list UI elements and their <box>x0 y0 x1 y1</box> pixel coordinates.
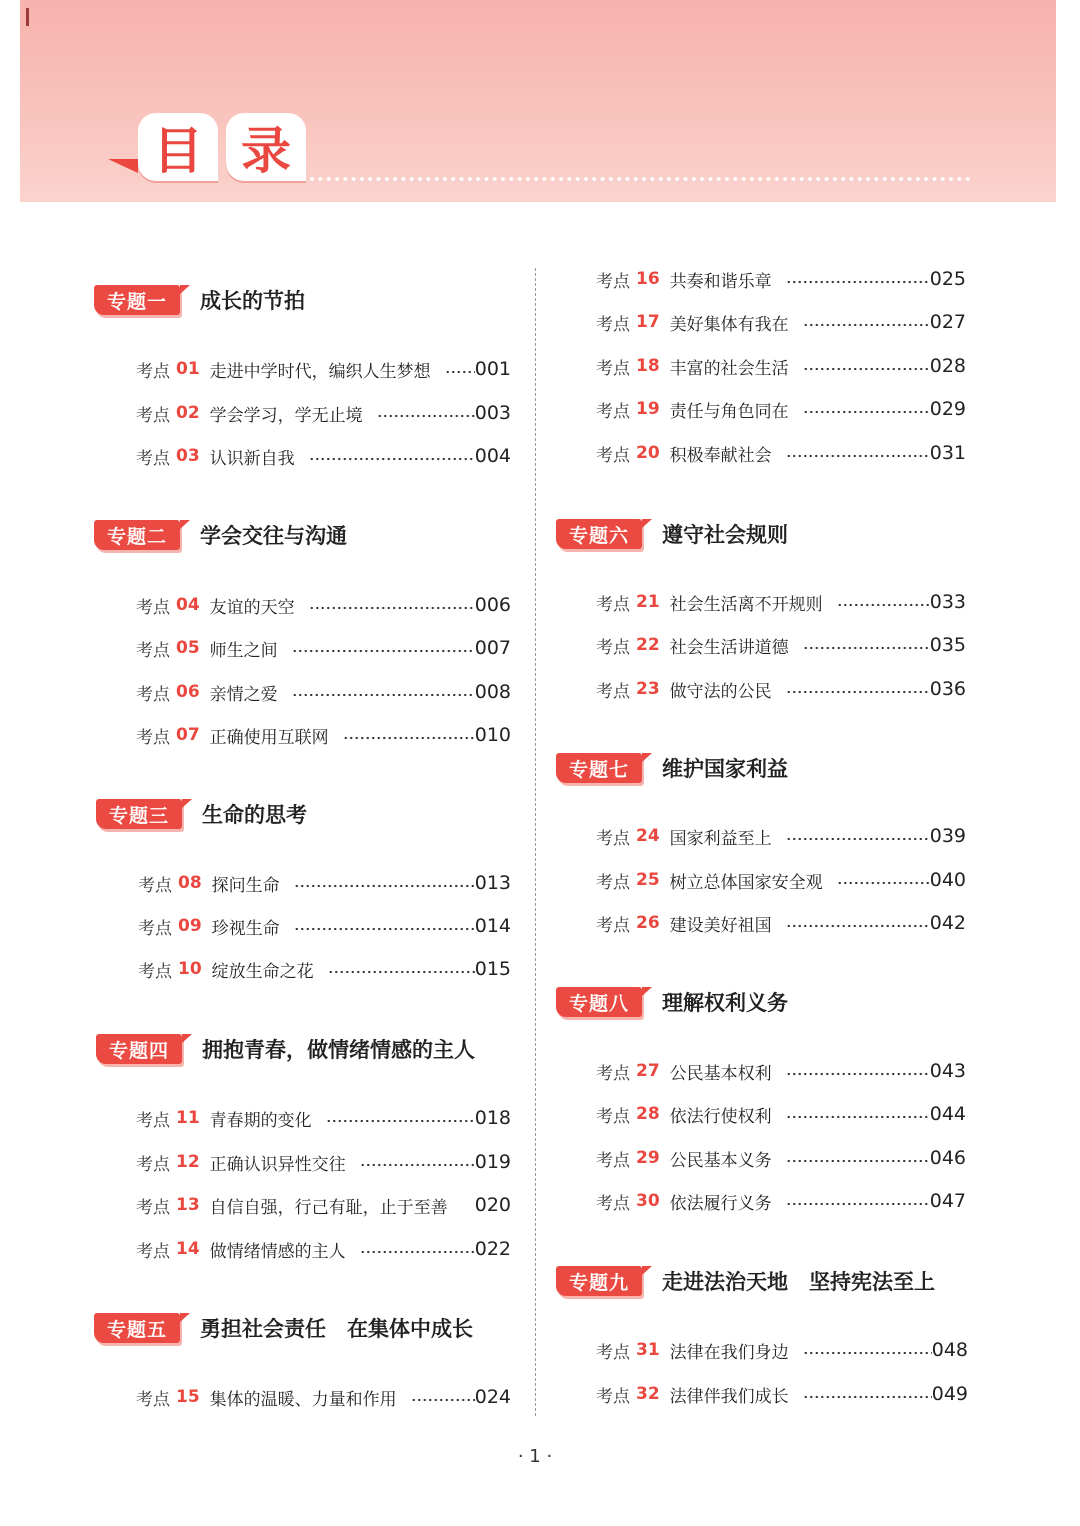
badge-tab <box>182 1034 192 1043</box>
entry-page: 006 <box>474 594 511 616</box>
entry-label: 考点 <box>596 1342 630 1363</box>
leader-dots <box>837 603 930 607</box>
entry-page: 035 <box>929 634 966 656</box>
entry-title: 学会学习，学无止境 <box>209 405 363 426</box>
topic-badge: 专题六 <box>556 519 642 549</box>
corner-mark <box>26 8 29 26</box>
topic-title: 走进法治天地 坚持宪法至上 <box>662 1270 935 1294</box>
badge-tab <box>642 1266 652 1275</box>
entry-page: 024 <box>474 1386 511 1408</box>
entry-page: 027 <box>929 311 966 333</box>
entry-number: 10 <box>178 959 202 979</box>
leader-dots <box>786 1115 930 1119</box>
toc-entry-11[interactable] <box>136 1105 511 1131</box>
toc-entry-03[interactable] <box>136 443 511 469</box>
entry-label: 考点 <box>596 872 630 893</box>
entry-page: 036 <box>929 678 966 700</box>
entry-label: 考点 <box>596 915 630 936</box>
badge-tab <box>180 1313 190 1322</box>
entry-title: 依法履行义务 <box>669 1193 772 1214</box>
topic-title: 拥抱青春，做情绪情感的主人 <box>202 1038 475 1062</box>
leader-dots <box>786 1202 930 1206</box>
leader-dots <box>803 367 930 371</box>
toc-entry-13[interactable] <box>136 1192 511 1218</box>
entry-label: 考点 <box>596 1193 630 1214</box>
topic-title: 维护国家利益 <box>662 757 788 781</box>
topic-badge: 专题一 <box>94 285 180 315</box>
entry-page: 049 <box>931 1383 968 1405</box>
entry-number: 18 <box>636 356 660 376</box>
entry-label: 考点 <box>596 314 630 335</box>
badge-tab <box>642 519 652 528</box>
entry-page: 007 <box>474 637 511 659</box>
entry-label: 考点 <box>596 1106 630 1127</box>
toc-entry-21[interactable] <box>596 589 966 615</box>
entry-page: 048 <box>931 1339 968 1361</box>
leader-dots <box>360 1163 475 1167</box>
title-ribbon-tail <box>108 159 138 173</box>
entry-title: 正确使用互联网 <box>209 727 329 748</box>
toc-entry-19[interactable] <box>596 396 966 422</box>
topic-title: 学会交往与沟通 <box>200 524 347 548</box>
entry-page: 018 <box>474 1107 511 1129</box>
leader-dots <box>411 1398 475 1402</box>
entry-title: 珍视生命 <box>211 918 280 939</box>
leader-dots <box>837 881 930 885</box>
entry-title: 依法行使权利 <box>669 1106 772 1127</box>
leader-dots <box>360 1250 475 1254</box>
topic-badge: 专题八 <box>556 987 642 1017</box>
entry-page: 028 <box>929 355 966 377</box>
leader-dots <box>294 884 475 888</box>
entry-label: 考点 <box>138 875 172 896</box>
entry-label: 考点 <box>136 361 170 382</box>
toc-entry-29[interactable] <box>596 1145 966 1171</box>
leader-dots <box>803 1395 932 1399</box>
entry-label: 考点 <box>596 637 630 658</box>
entry-label: 考点 <box>596 1386 630 1407</box>
topic-badge: 专题二 <box>94 520 180 550</box>
leader-dots <box>445 370 475 374</box>
leader-dots <box>326 1119 475 1123</box>
entry-label: 考点 <box>136 727 170 748</box>
toc-entry-14[interactable] <box>136 1236 511 1262</box>
badge-tab <box>642 753 652 762</box>
entry-label: 考点 <box>596 1063 630 1084</box>
toc-entry-28[interactable] <box>596 1101 966 1127</box>
toc-entry-12[interactable] <box>136 1149 511 1175</box>
topic-badge: 专题三 <box>96 799 182 829</box>
entry-number: 08 <box>178 873 202 893</box>
entry-number: 16 <box>636 269 660 289</box>
entry-label: 考点 <box>136 1389 170 1410</box>
entry-page: 040 <box>929 869 966 891</box>
page-number: · 1 · <box>517 1446 553 1467</box>
entry-number: 22 <box>636 635 660 655</box>
leader-dots <box>786 837 930 841</box>
entry-title: 建设美好祖国 <box>669 915 772 936</box>
entry-label: 考点 <box>138 961 172 982</box>
column-divider <box>535 268 536 1416</box>
entry-label: 考点 <box>136 597 170 618</box>
entry-page: 013 <box>474 872 511 894</box>
leader-dots <box>803 1351 932 1355</box>
entry-number: 23 <box>636 679 660 699</box>
entry-label: 考点 <box>596 445 630 466</box>
leader-dots <box>786 924 930 928</box>
entry-number: 11 <box>176 1108 200 1128</box>
entry-title: 社会生活讲道德 <box>669 637 789 658</box>
toc-entry-01[interactable] <box>136 356 511 382</box>
entry-page: 001 <box>474 358 511 380</box>
entry-number: 01 <box>176 359 200 379</box>
leader-dots <box>343 736 475 740</box>
badge-tab <box>180 285 190 294</box>
entry-number: 28 <box>636 1104 660 1124</box>
entry-title: 公民基本权利 <box>669 1063 772 1084</box>
leader-dots <box>803 410 930 414</box>
title-dotted-line <box>308 176 970 182</box>
entry-label: 考点 <box>596 358 630 379</box>
toc-entry-27[interactable] <box>596 1058 966 1084</box>
entry-title: 美好集体有我在 <box>669 314 789 335</box>
entry-title: 正确认识异性交往 <box>209 1154 346 1175</box>
toc-entry-26[interactable] <box>596 910 966 936</box>
leader-dots <box>803 323 930 327</box>
entry-page: 031 <box>929 442 966 464</box>
entry-title: 积极奉献社会 <box>669 445 772 466</box>
leader-dots <box>803 646 930 650</box>
entry-title: 做情绪情感的主人 <box>209 1241 346 1262</box>
entry-label: 考点 <box>136 405 170 426</box>
entry-number: 14 <box>176 1239 200 1259</box>
toc-entry-02[interactable] <box>136 400 511 426</box>
entry-number: 06 <box>176 682 200 702</box>
toc-entry-16[interactable] <box>596 266 966 292</box>
entry-title: 丰富的社会生活 <box>669 358 789 379</box>
entry-page: 015 <box>474 958 511 980</box>
leader-dots <box>309 457 475 461</box>
entry-number: 07 <box>176 725 200 745</box>
entry-title: 青春期的变化 <box>209 1110 312 1131</box>
title-char-2: 录 <box>226 113 306 181</box>
toc-entry-31[interactable] <box>596 1337 968 1363</box>
toc-entry-17[interactable] <box>596 309 966 335</box>
entry-number: 12 <box>176 1152 200 1172</box>
entry-page: 008 <box>474 681 511 703</box>
entry-title: 走进中学时代，编织人生梦想 <box>209 361 431 382</box>
entry-number: 04 <box>176 595 200 615</box>
toc-entry-15[interactable] <box>136 1384 511 1410</box>
entry-page: 047 <box>929 1190 966 1212</box>
topic-badge: 专题五 <box>94 1313 180 1343</box>
entry-page: 042 <box>929 912 966 934</box>
entry-label: 考点 <box>136 1241 170 1262</box>
entry-label: 考点 <box>596 271 630 292</box>
leader-dots <box>309 606 475 610</box>
entry-title: 绽放生命之花 <box>211 961 314 982</box>
topic-title: 勇担社会责任 在集体中成长 <box>200 1317 473 1341</box>
entry-number: 05 <box>176 638 200 658</box>
leader-dots <box>786 1159 930 1163</box>
topic-badge: 专题四 <box>96 1034 182 1064</box>
entry-label: 考点 <box>138 918 172 939</box>
entry-label: 考点 <box>136 684 170 705</box>
entry-page: 029 <box>929 398 966 420</box>
badge-tab <box>180 520 190 529</box>
entry-number: 26 <box>636 913 660 933</box>
entry-label: 考点 <box>596 1150 630 1171</box>
entry-number: 27 <box>636 1061 660 1081</box>
entry-title: 树立总体国家安全观 <box>669 872 823 893</box>
entry-title: 友谊的天空 <box>209 597 295 618</box>
toc-entry-32[interactable] <box>596 1381 968 1407</box>
entry-number: 15 <box>176 1387 200 1407</box>
entry-title: 共奏和谐乐章 <box>669 271 772 292</box>
toc-entry-23[interactable] <box>596 676 966 702</box>
leader-dots <box>377 414 475 418</box>
entry-page: 044 <box>929 1103 966 1125</box>
entry-label: 考点 <box>596 828 630 849</box>
topic-title: 成长的节拍 <box>200 289 305 313</box>
toc-entry-05[interactable] <box>136 635 511 661</box>
entry-page: 010 <box>474 724 511 746</box>
entry-title: 集体的温暖、力量和作用 <box>209 1389 397 1410</box>
entry-label: 考点 <box>136 448 170 469</box>
entry-title: 自信自强，行己有耻，止于至善 <box>209 1197 448 1218</box>
toc-entry-07[interactable] <box>136 722 511 748</box>
toc-entry-08[interactable] <box>138 870 511 896</box>
entry-number: 31 <box>636 1340 660 1360</box>
topic-title: 理解权利义务 <box>662 991 788 1015</box>
entry-title: 做守法的公民 <box>669 681 772 702</box>
entry-title: 国家利益至上 <box>669 828 772 849</box>
entry-title: 公民基本义务 <box>669 1150 772 1171</box>
entry-title: 法律在我们身边 <box>669 1342 789 1363</box>
title-char-1: 目 <box>138 113 218 181</box>
entry-title: 认识新自我 <box>209 448 295 469</box>
entry-title: 探问生命 <box>211 875 280 896</box>
toc-entry-10[interactable] <box>138 956 511 982</box>
topic-badge: 专题九 <box>556 1266 642 1296</box>
entry-title: 亲情之爱 <box>209 684 278 705</box>
entry-label: 考点 <box>596 594 630 615</box>
entry-number: 21 <box>636 592 660 612</box>
entry-number: 24 <box>636 826 660 846</box>
entry-page: 039 <box>929 825 966 847</box>
entry-page: 046 <box>929 1147 966 1169</box>
leader-dots <box>328 970 475 974</box>
entry-label: 考点 <box>596 681 630 702</box>
leader-dots <box>786 280 930 284</box>
entry-page: 003 <box>474 402 511 424</box>
entry-title: 责任与角色同在 <box>669 401 789 422</box>
entry-page: 025 <box>929 268 966 290</box>
entry-number: 02 <box>176 403 200 423</box>
toc-entry-24[interactable] <box>596 823 966 849</box>
entry-label: 考点 <box>136 1154 170 1175</box>
entry-label: 考点 <box>136 1197 170 1218</box>
entry-title: 社会生活离不开规则 <box>669 594 823 615</box>
badge-tab <box>182 799 192 808</box>
topic-title: 遵守社会规则 <box>662 523 788 547</box>
leader-dots <box>786 454 930 458</box>
toc-entry-20[interactable] <box>596 440 966 466</box>
leader-dots <box>786 1072 930 1076</box>
leader-dots <box>786 690 930 694</box>
topic-badge: 专题七 <box>556 753 642 783</box>
entry-page: 019 <box>474 1151 511 1173</box>
header-banner <box>20 0 1056 202</box>
entry-number: 30 <box>636 1191 660 1211</box>
entry-page: 022 <box>474 1238 511 1260</box>
badge-tab <box>642 987 652 996</box>
entry-number: 13 <box>176 1195 200 1215</box>
entry-page: 004 <box>474 445 511 467</box>
toc-entry-30[interactable] <box>596 1188 966 1214</box>
entry-number: 25 <box>636 870 660 890</box>
topic-title: 生命的思考 <box>202 803 307 827</box>
entry-page: 043 <box>929 1060 966 1082</box>
entry-number: 19 <box>636 399 660 419</box>
entry-number: 32 <box>636 1384 660 1404</box>
leader-dots <box>292 693 475 697</box>
entry-label: 考点 <box>136 1110 170 1131</box>
toc-entry-18[interactable] <box>596 353 966 379</box>
leader-dots <box>292 649 475 653</box>
toc-entry-25[interactable] <box>596 867 966 893</box>
entry-number: 20 <box>636 443 660 463</box>
entry-title: 师生之间 <box>209 640 278 661</box>
entry-number: 29 <box>636 1148 660 1168</box>
toc-entry-22[interactable] <box>596 632 966 658</box>
toc-entry-09[interactable] <box>138 913 511 939</box>
entry-page: 020 <box>474 1194 511 1216</box>
entry-number: 03 <box>176 446 200 466</box>
entry-number: 09 <box>178 916 202 936</box>
entry-page: 014 <box>474 915 511 937</box>
entry-title: 法律伴我们成长 <box>669 1386 789 1407</box>
toc-entry-06[interactable] <box>136 679 511 705</box>
entry-page: 033 <box>929 591 966 613</box>
entry-number: 17 <box>636 312 660 332</box>
entry-label: 考点 <box>596 401 630 422</box>
toc-entry-04[interactable] <box>136 592 511 618</box>
entry-label: 考点 <box>136 640 170 661</box>
leader-dots <box>294 927 475 931</box>
